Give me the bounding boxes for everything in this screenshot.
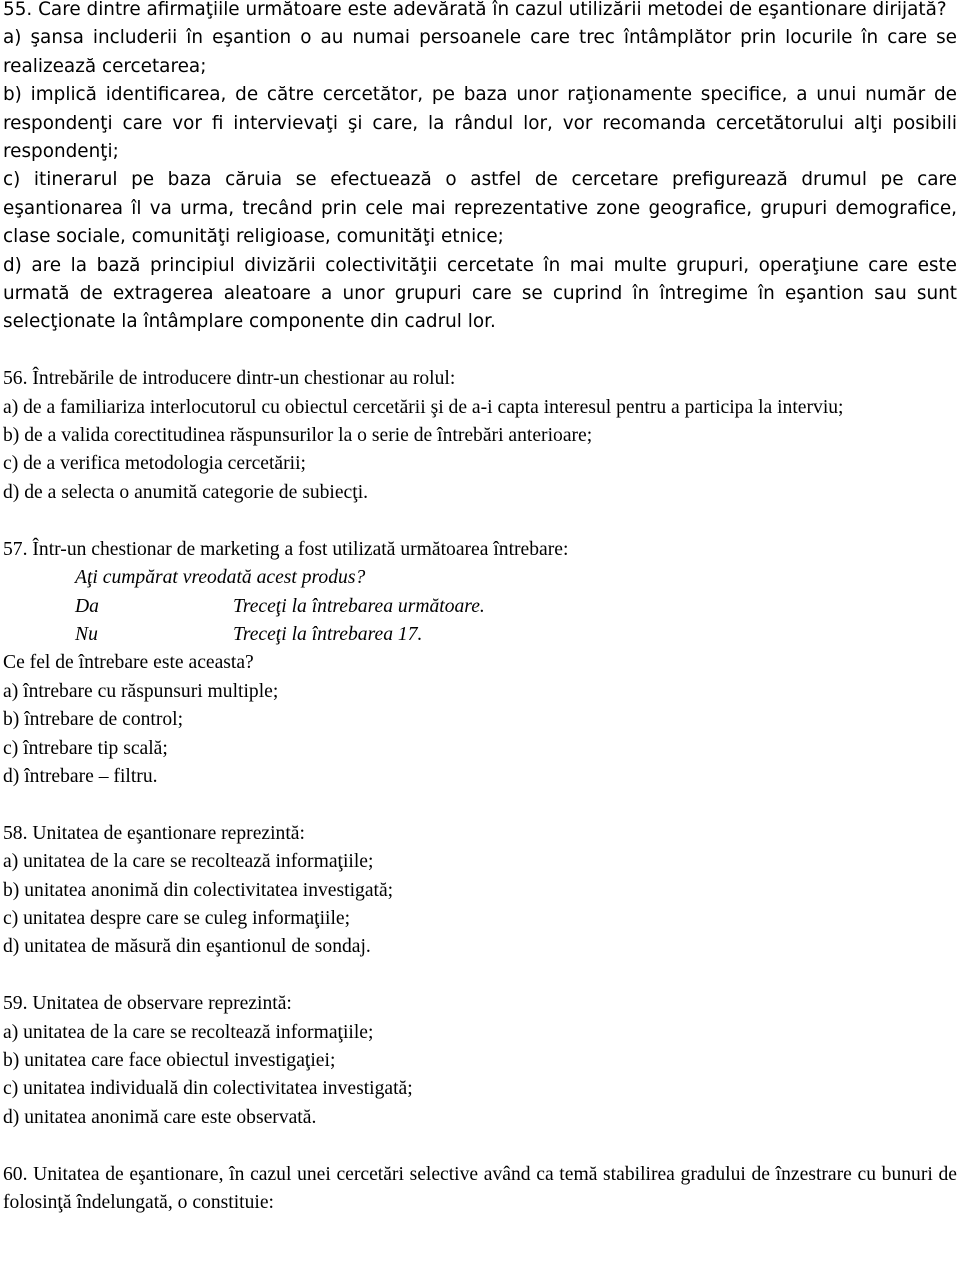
answer-option-d: d) are la bază principiul divizării colectivităţii cercetate în mai multe grupuri, operaţiune care este urmată de extragerea aleatoare a unor grupuri care se cuprind în întregime în eşantion sau sunt selecţionate la întâmplare componente din cadrul lor.	[3, 254, 957, 333]
question-stem: 60. Unitatea de eşantionare, în cazul unei cercetări selective având ca temă stabilirea gradului de înzestrare cu bunuri de folosinţă îndelungată, o constituie:	[3, 1163, 957, 1213]
question-57	[3, 536, 957, 792]
example-instruction: Treceţi la întrebarea următoare.	[233, 595, 485, 617]
answer-option-b: b) implică identificarea, de către cercetător, pe baza unor raţionamente specifice, a unui număr de respondenţi care vor fi intervievaţi şi care, la rândul lor, vor recomanda cercetătorului alţi posibili respondenţi;	[3, 84, 957, 163]
example-answer: Da	[75, 595, 99, 617]
answer-option-c: c) întrebare tip scală;	[3, 737, 168, 759]
answer-option-b: b) de a valida corectitudinea răspunsurilor la o serie de întrebări anterioare;	[3, 425, 593, 447]
answer-option-b: b) unitatea anonimă din colectivitatea investigată;	[3, 879, 394, 901]
question-stem: 55. Care dintre afirmaţiile următoare este adevărată în cazul utilizării metodei de eşantionare dirijată?	[3, 0, 947, 20]
question-55	[3, 0, 957, 337]
answer-option-c: c) de a verifica metodologia cercetării;	[3, 453, 306, 475]
answer-option-b: b) unitatea care face obiectul investigaţiei;	[3, 1049, 336, 1071]
answer-option-a: a) unitatea de la care se recoltează informaţiile;	[3, 1021, 374, 1043]
answer-option-d: d) unitatea de măsură din eşantionul de sondaj.	[3, 936, 371, 958]
document-page	[3, 0, 957, 1217]
answer-option-a: a) întrebare cu răspunsuri multiple;	[3, 680, 279, 702]
question-stem: 57. Într-un chestionar de marketing a fost utilizată următoarea întrebare:	[3, 538, 569, 560]
example-question: Aţi cumpărat vreodată acest produs?	[75, 567, 366, 589]
answer-option-a: a) şansa includerii în eşantion o au numai persoanele care trec întâmplător prin locurile în care se realizează cercetarea;	[3, 27, 957, 77]
answer-option-a: a) unitatea de la care se recoltează informaţiile;	[3, 851, 374, 873]
answer-option-d: d) de a selecta o anumită categorie de subiecţi.	[3, 481, 369, 503]
question-stem: 59. Unitatea de observare reprezintă:	[3, 993, 292, 1015]
example-answer: Nu	[75, 623, 98, 645]
answer-option-d: d) întrebare – filtru.	[3, 765, 158, 787]
question-stem: 58. Unitatea de eşantionare reprezintă:	[3, 822, 305, 844]
question-56	[3, 365, 957, 507]
answer-option-b: b) întrebare de control;	[3, 709, 184, 731]
answer-option-c: c) itinerarul pe baza căruia se efectuează o astfel de cercetare prefigurează drumul pe care eşantionarea îl va urma, trecând prin cele mai reprezentative zone geografice, grupuri demografice, clase sociale, comunităţi religioase, comunităţi etnice;	[3, 169, 957, 248]
question-60	[3, 1161, 957, 1218]
answer-option-c: c) unitatea despre care se culeg informaţiile;	[3, 907, 351, 929]
answer-option-a: a) de a familiariza interlocutorul cu obiectul cercetării şi de a-i capta interesul pentru a participa la interviu;	[3, 396, 844, 418]
question-prompt: Ce fel de întrebare este aceasta?	[3, 652, 254, 674]
answer-option-d: d) unitatea anonimă care este observată.	[3, 1106, 317, 1128]
answer-option-c: c) unitatea individuală din colectivitatea investigată;	[3, 1078, 413, 1100]
example-row	[3, 621, 957, 649]
example-instruction: Treceţi la întrebarea 17.	[233, 623, 423, 645]
question-58	[3, 820, 957, 962]
question-stem: 56. Întrebările de introducere dintr-un chestionar au rolul:	[3, 368, 456, 390]
example-row	[3, 593, 957, 621]
question-59	[3, 990, 957, 1132]
